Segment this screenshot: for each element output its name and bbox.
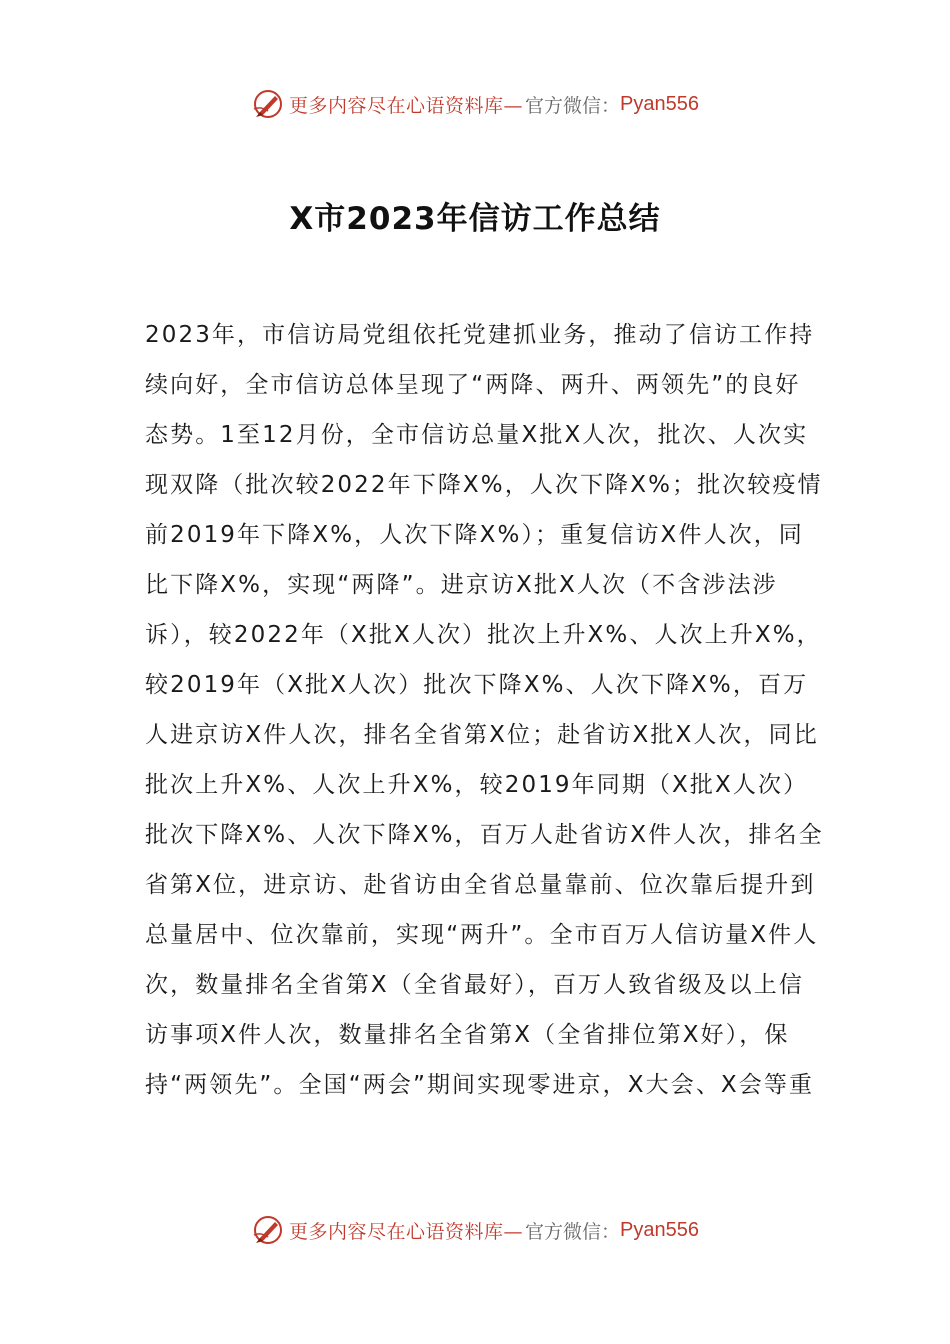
- banner-text: 更多内容尽在心语资料库—: [289, 1220, 524, 1243]
- body-paragraph: 2023年，市信访局党组依托党建抓业务，推动了信访工作持续向好，全市信访总体呈现了“两降、两升、两领先”的良好态势。1至12月份，全市信访总量X批X人次，批次、人次实现双降（批次较2022年下降X%，人次下降X%；批次较疫情前2019年下降X%，人次下降X%）；重复信访X件人次，同比下降X%，实现“两降”。进京访X批X人次（不含涉法涉诉），较2022年（X批X人次）批次上升X%、人次上升X%，较2019年（X批X人次）批次下降X%、人次下降X%，百万人进京访X件人次，排名全省第X位；赴省访X批X人次，同比批次上升X%、人次上升X%，较2019年同期（X批X人次）批次下降X%、人次下降X%，百万人赴省访X件人次，排名全省第X位，进京访、赴省访由全省总量靠前、位次靠后提升到总量居中、位次靠前，实现“两升”。全市百万人信访量X件人次，数量排名全省第X（全省最好），百万人致省级及以上信访事项X件人次，数量排名全省第X（全省排位第X好），保持“两领先”。全国“两会”期间实现零进京，X大会、X会等重: [145, 322, 824, 1098]
- banner-wechat-label: 官方微信：: [525, 94, 621, 117]
- footer-banner: [0, 1210, 950, 1250]
- banner-account: Pyan556: [620, 1218, 699, 1241]
- header-banner: [0, 84, 950, 124]
- document-title: X市2023年信访工作总结: [289, 200, 661, 237]
- pen-circle-logo-icon: [251, 1213, 285, 1247]
- banner-account: Pyan556: [620, 92, 699, 115]
- banner-text: 更多内容尽在心语资料库—: [289, 94, 524, 117]
- banner-wechat-label: 官方微信：: [525, 1220, 621, 1243]
- pen-circle-logo-icon: [251, 87, 285, 121]
